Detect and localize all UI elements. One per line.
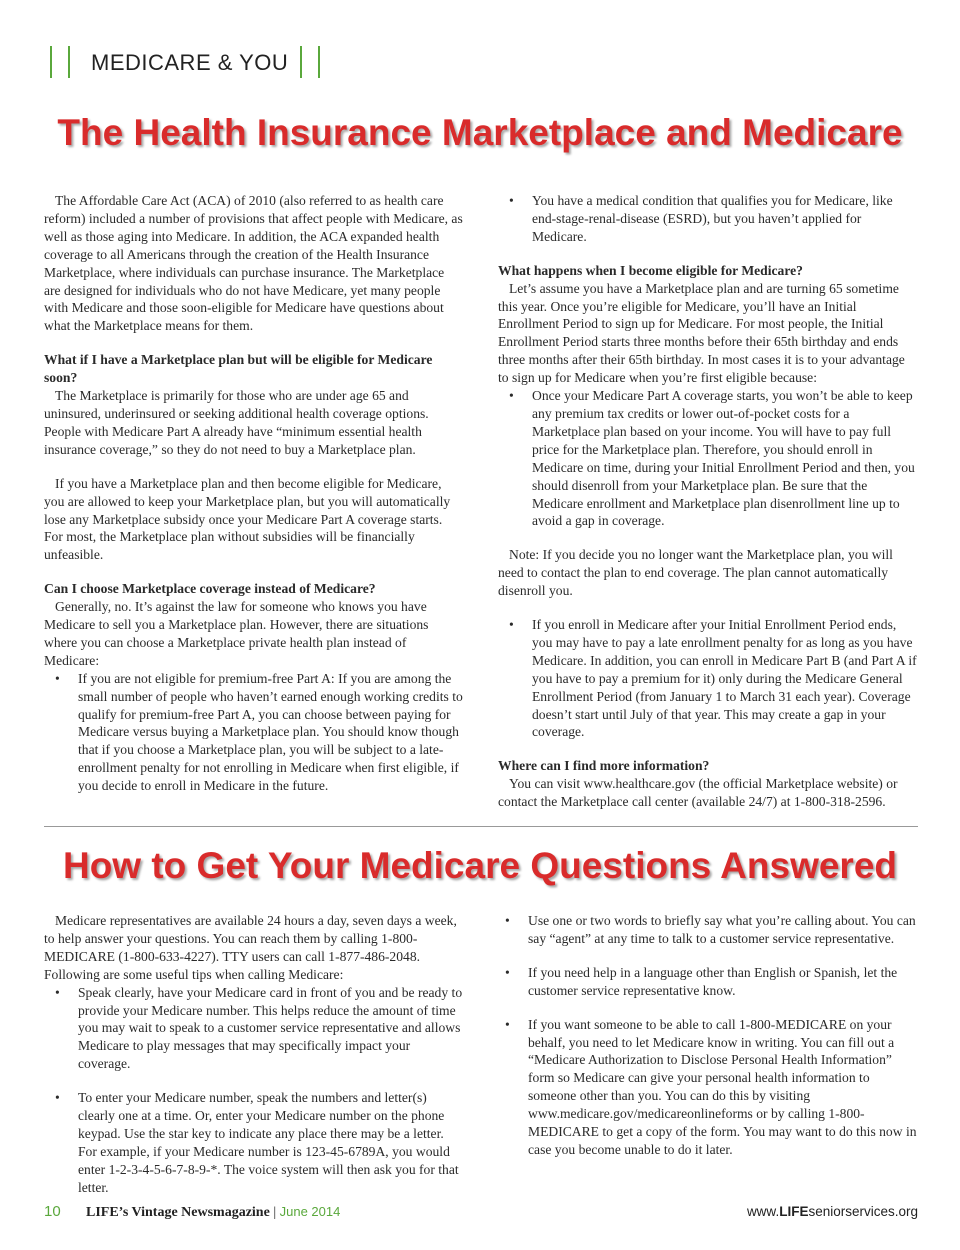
header-bar — [50, 46, 52, 78]
header-bar — [318, 46, 320, 78]
paragraph: You can visit www.healthcare.gov (the official Marketplace website) or contact the Marketplace call center (available 24/7) at 1-800-318-2596. — [498, 776, 898, 810]
paragraph: Generally, no. It’s against the law for someone who knows you have Medicare to sell you a Marketplace plan. However, there are situations where you can choose a Marketplace private health plan instead of Medicare: — [44, 599, 429, 668]
bullet-list — [494, 912, 918, 1159]
header-bars-left — [50, 46, 59, 78]
list-item: • To enter your Medicare number, speak the numbers and letter(s) clearly one at a time. Or, enter your Medicare number on the phone keypad. Use the star key to indicate any place there may be a letter. For example, if your Medicare number is 123-45-6789A, you would enter 1-2-3-4-5-6-7-8-9-*. The voice system will then ask you for that letter. — [44, 1089, 464, 1196]
magazine-name: LIFE’s Vintage Newsmagazine — [86, 1205, 270, 1220]
question-heading: Where can I find more information? — [498, 758, 710, 774]
list-item: • If you want someone to be able to call 1-800-MEDICARE on your behalf, you need to let Medicare know in writing. You can fill out a “Medicare Authorization to Disclose Personal Health Information” form so Medicare can give your personal health information to someone other than you. You can do this by visiting www.medicare.gov/medicareonlineforms or by calling 1-800-MEDICARE to get a copy of the form. You may want to do this now in case you become unable to do it later. — [494, 1016, 918, 1159]
section-label: MEDICARE & YOU — [91, 50, 289, 75]
article1-right-column — [498, 192, 918, 811]
paragraph: Let’s assume you have a Marketplace plan and are turning 65 sometime this year. Once you’re eligible for Medicare, you’ll have an Initial Enrollment Period to sign up for Medicare. For most people, the Initial Enrollment Period starts three months before their 65th birthday and ends three months after their 65th birthday. In most cases it is to your advantage to sign up for Medicare when you’re first eligible because: — [498, 280, 905, 386]
question-heading: What if I have a Marketplace plan but will be eligible for Medicare soon? — [44, 352, 433, 386]
list-item: • If you enroll in Medicare after your Initial Enrollment Period ends, you may have to pay a late enrollment penalty for as long as you have Medicare. In addition, you can enroll in Medicare Part B (and Part A if you have to pay a premium for it) only during the Medicare General Enrollment Period (from January 1 to March 31 each year). Coverage doesn’t start until July of that year. This may create a gap in your coverage. — [498, 616, 918, 741]
paragraph: The Marketplace is primarily for those who are under age 65 and uninsured, underinsured or seeking additional health coverage options. People with Medicare Part A already have “minimum essential health insurance coverage,” so they do not need to buy a Marketplace plan. — [44, 388, 429, 457]
list-item: • If you need help in a language other than English or Spanish, let the customer service representative know. — [494, 964, 918, 1000]
article-title: The Health Insurance Marketplace and Medicare — [57, 112, 903, 153]
question-heading: Can I choose Marketplace coverage instead of Medicare? — [44, 581, 376, 597]
list-item: • Once your Medicare Part A coverage starts, you won’t be able to keep any premium tax credits or lower out-of-pocket costs for a Marketplace plan based on your income. You will have to pay full price for the Marketplace plan. Therefore, you should enroll in Medicare on time, during your Initial Enrollment Period and then, you should disenroll from your Marketplace plan. Be sure that the Medicare enrollment and Marketplace plan disenrollment line up to avoid a gap in coverage. — [498, 387, 918, 530]
article1-left-column — [44, 192, 464, 795]
website-link[interactable] — [747, 1204, 918, 1219]
paragraph: If you have a Marketplace plan and then become eligible for Medicare, you are allowed to keep your Marketplace plan, but you will automatically lose any Marketplace subsidy once your Medicare Part A coverage starts. For most, the Marketplace plan without subsidies will be financially unfeasible. — [44, 475, 451, 563]
note-paragraph: Note: If you decide you no longer want the Marketplace plan, you will need to contact the plan to end coverage. The plan cannot automatically disenroll you. — [498, 547, 893, 599]
issue-date: June 2014 — [279, 1204, 341, 1219]
question-heading: What happens when I become eligible for Medicare? — [498, 262, 803, 278]
section-divider — [44, 826, 918, 827]
page-number: 10 — [44, 1203, 61, 1220]
bullet-list — [44, 670, 464, 795]
magazine-footer — [86, 1204, 340, 1221]
url-brand: LIFE — [779, 1204, 809, 1219]
list-item: • If you are not eligible for premium-free Part A: If you are among the small number of people who haven’t earned enough working credits to qualify for premium-free Part A, you can choose between paying for Medicare versus buying a Marketplace plan. You should know though that if you choose a Marketplace plan, you will be subject to a late-enrollment penalty for not enrolling in Medicare when first eligible, if you decide to enroll in Medicare in the future. — [44, 670, 464, 795]
header-bar — [300, 46, 302, 78]
article-title: How to Get Your Medicare Questions Answered — [62, 845, 898, 886]
footer-separator: | — [273, 1205, 277, 1220]
article1-intro: The Affordable Care Act (ACA) of 2010 (also referred to as health care reform) included a number of provisions that affect people with Medicare, as well as those aging into Medicare. In addition, the ACA expanded health coverage to all Americans through the creation of the Health Insurance Marketplace, where individuals can purchase insurance. The Marketplace are designed for individuals who do not have Medicare, yet many people with Medicare and those soon-eligible for Medicare have questions about what the Marketplace means for them. — [44, 193, 463, 334]
article2-right-column — [494, 912, 918, 1159]
article2-left-column — [44, 912, 464, 1197]
bullet-list — [498, 387, 918, 530]
article2-intro: Medicare representatives are available 24 hours a day, seven days a week, to help answer your questions. You can reach them by calling 1-800-MEDICARE (1-800-633-4227). TTY users can call 1-877-486-2048. Following are some useful tips when calling Medicare: — [44, 913, 457, 982]
url-prefix: www. — [746, 1204, 780, 1219]
url-suffix: seniorservices.org — [808, 1204, 918, 1219]
header-bar — [68, 46, 70, 78]
list-item: • Speak clearly, have your Medicare card in front of you and be ready to provide your Medicare number. This helps reduce the amount of time you may wait to speak to a customer service representative and allows Medicare to play messages that may specifically impact your coverage. — [44, 984, 464, 1074]
header-bars-right — [300, 46, 309, 78]
list-item: • You have a medical condition that qualifies you for Medicare, like end-stage-renal-disease (ESRD), but you haven’t applied for Medicare. — [498, 192, 918, 246]
bullet-list — [44, 984, 464, 1197]
list-item: • Use one or two words to briefly say what you’re calling about. You can say “agent” at any time to talk to a customer service representative. — [494, 912, 918, 948]
bullet-list — [498, 616, 918, 741]
bullet-list — [498, 192, 918, 246]
